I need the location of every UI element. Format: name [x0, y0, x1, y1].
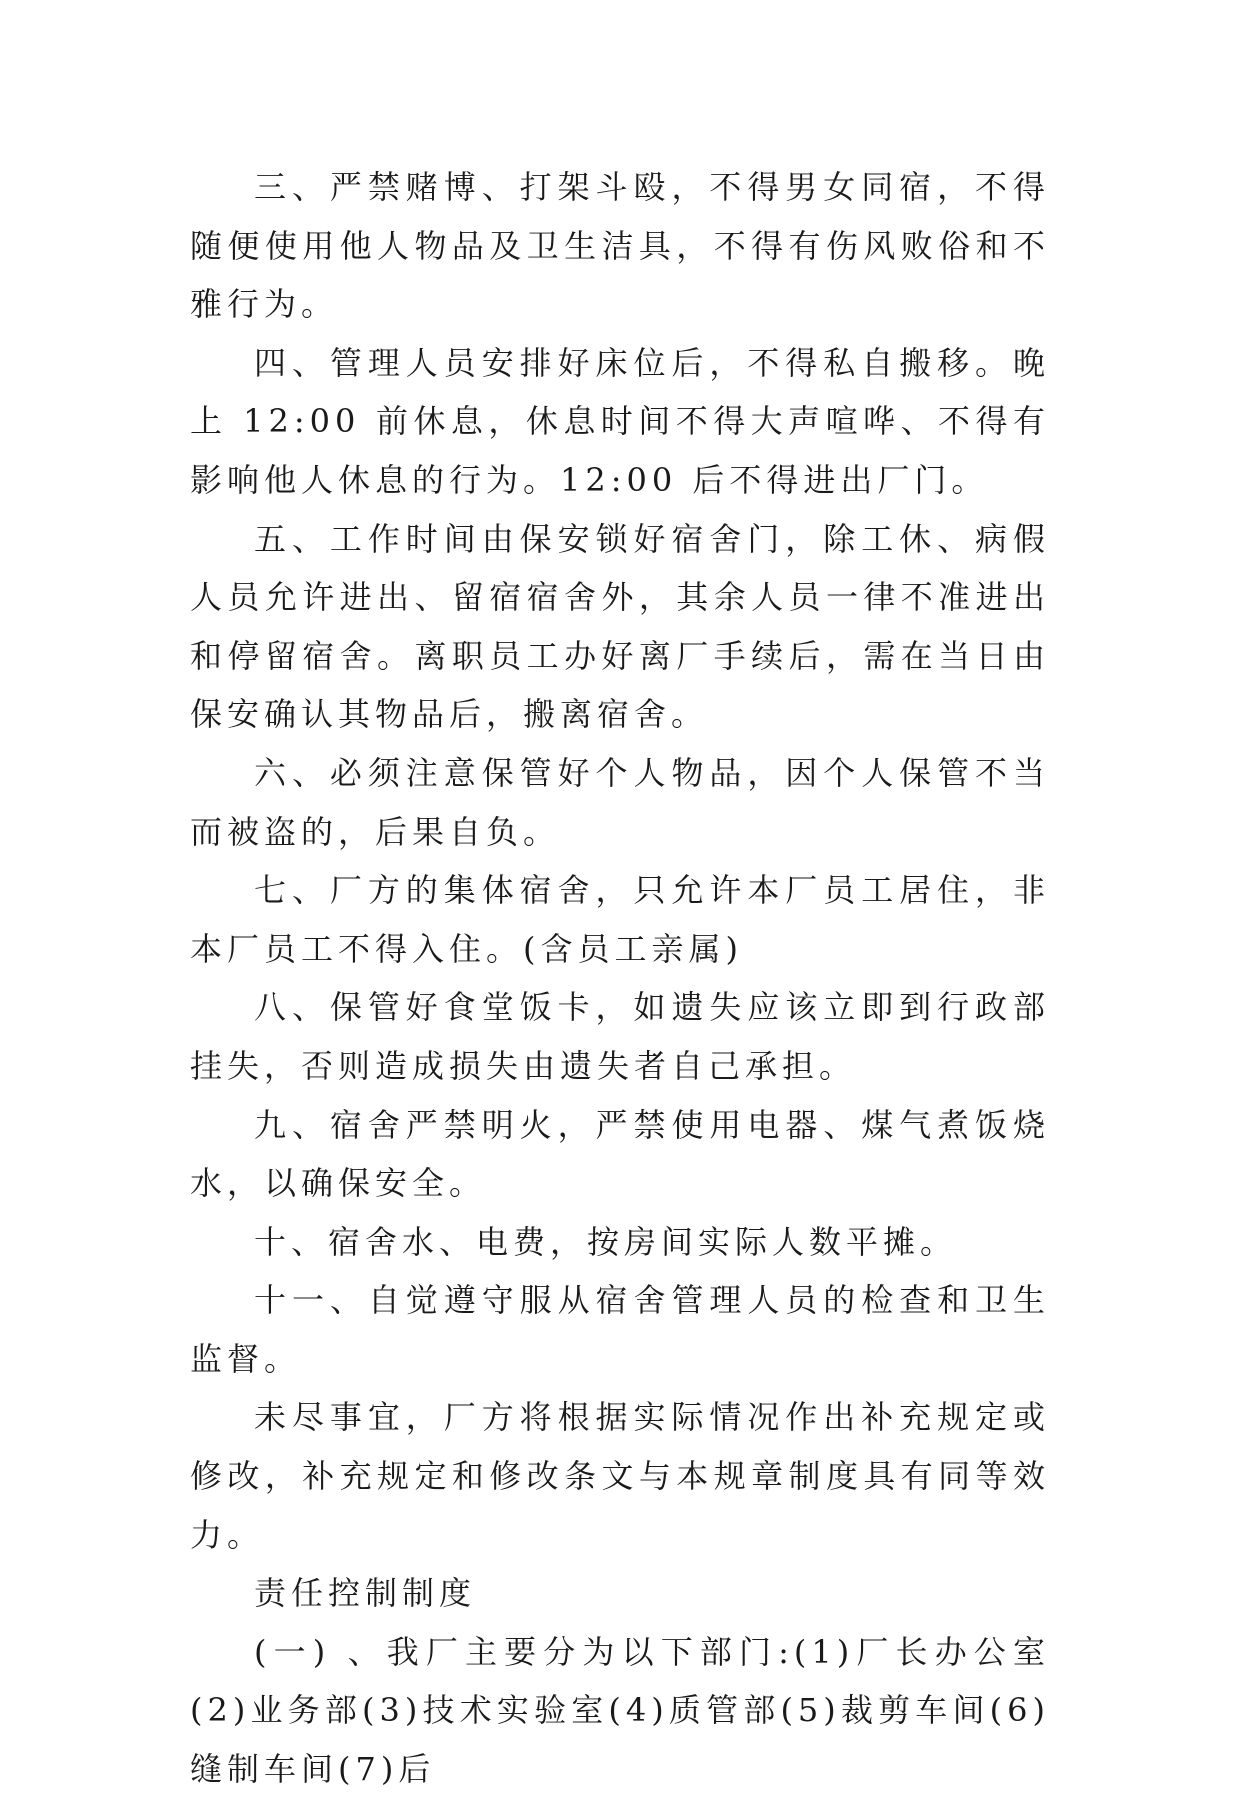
departments-paragraph: (一) 、我厂主要分为以下部门:(1)厂长办公室(2)业务部(3)技术实验室(4)质管部(5)裁剪车间(6)缝制车间(7)后 [190, 1632, 1050, 1789]
section-heading: 责任控制制度 [254, 1574, 477, 1613]
rule-8-paragraph: 八、保管好食堂饭卡，如遗失应该立即到行政部挂失，否则造成损失由遗失者自己承担。 [190, 988, 1050, 1085]
supplementary-paragraph: 未尽事宜，厂方将根据实际情况作出补充规定或修改，补充规定和修改条文与本规章制度具有同等效力。 [190, 1398, 1050, 1554]
rule-6-paragraph: 六、必须注意保管好个人物品，因个人保管不当而被盗的，后果自负。 [190, 753, 1050, 851]
rule-3-paragraph: 三、严禁赌博、打架斗殴，不得男女同宿，不得随便使用他人物品及卫生洁具，不得有伤风败俗和不雅行为。 [190, 168, 1050, 324]
rule-4-paragraph: 四、管理人员安排好床位后，不得私自搬移。晚上 12:00 前休息，休息时间不得大声喧哗、不得有影响他人休息的行为。12:00 后不得进出厂门。 [190, 343, 1050, 499]
rule-11-paragraph: 十一、自觉遵守服从宿舍管理人员的检查和卫生监督。 [190, 1281, 1050, 1378]
rule-10-paragraph: 十、宿舍水、电费，按房间实际人数平摊。 [254, 1222, 958, 1261]
document-body [190, 158, 1050, 1799]
rule-9-paragraph: 九、宿舍严禁明火，严禁使用电器、煤气煮饭烧水，以确保安全。 [190, 1105, 1050, 1203]
rule-7-paragraph: 七、厂方的集体宿舍，只允许本厂员工居住，非本厂员工不得入住。(含员工亲属) [190, 871, 1050, 968]
rule-5-paragraph: 五、工作时间由保安锁好宿舍门，除工休、病假人员允许进出、留宿宿舍外，其余人员一律不准进出和停留宿舍。离职员工办好离厂手续后，需在当日由保安确认其物品后，搬离宿舍。 [190, 519, 1050, 734]
